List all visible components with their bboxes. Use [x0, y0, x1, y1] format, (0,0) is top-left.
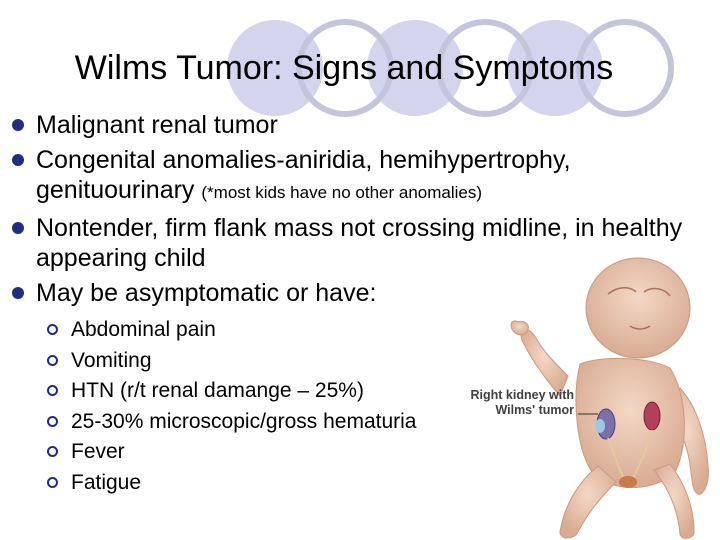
caption-line: Wilms' tumor	[495, 403, 574, 417]
sub-bullet-text: Vomiting	[71, 348, 152, 372]
bullet-item	[10, 110, 700, 140]
bullet-item	[10, 145, 700, 208]
bullet-text: Congenital anomalies-aniridia, hemihypertrophy, genituourinary	[36, 146, 571, 204]
ring-bullet-icon	[47, 416, 58, 427]
sub-bullet-text: Fever	[71, 440, 125, 463]
bullet-note: (*most kids have no other anomalies)	[201, 183, 483, 202]
ring-bullet-icon	[47, 446, 58, 457]
sub-bullet-text: HTN (r/t renal damange – 25%)	[71, 379, 364, 402]
bullet-dot-icon	[12, 222, 24, 234]
ring-bullet-icon	[47, 477, 58, 488]
sub-bullet-text: 25-30% microscopic/gross hematuria	[71, 409, 417, 433]
slide-title: Wilms Tumor: Signs and Symptoms	[74, 49, 614, 87]
ring-bullet-icon	[47, 355, 58, 366]
bullet-text: Nontender, firm flank mass not crossing midline, in healthy appearing child	[36, 214, 683, 272]
bullet-text: May be asymptomatic or have:	[36, 279, 377, 307]
bullet-text: Malignant renal tumor	[36, 111, 278, 139]
bullet-dot-icon	[12, 119, 24, 131]
ring-bullet-icon	[47, 385, 58, 396]
sub-bullet-text: Abdominal pain	[71, 318, 216, 341]
sub-bullet-text: Fatigue	[71, 470, 142, 494]
caption-line: Right kidney with	[470, 388, 574, 402]
bullet-dot-icon	[12, 287, 24, 299]
bullet-dot-icon	[12, 154, 24, 166]
ring-bullet-icon	[47, 324, 58, 335]
illustration-caption	[458, 388, 574, 418]
